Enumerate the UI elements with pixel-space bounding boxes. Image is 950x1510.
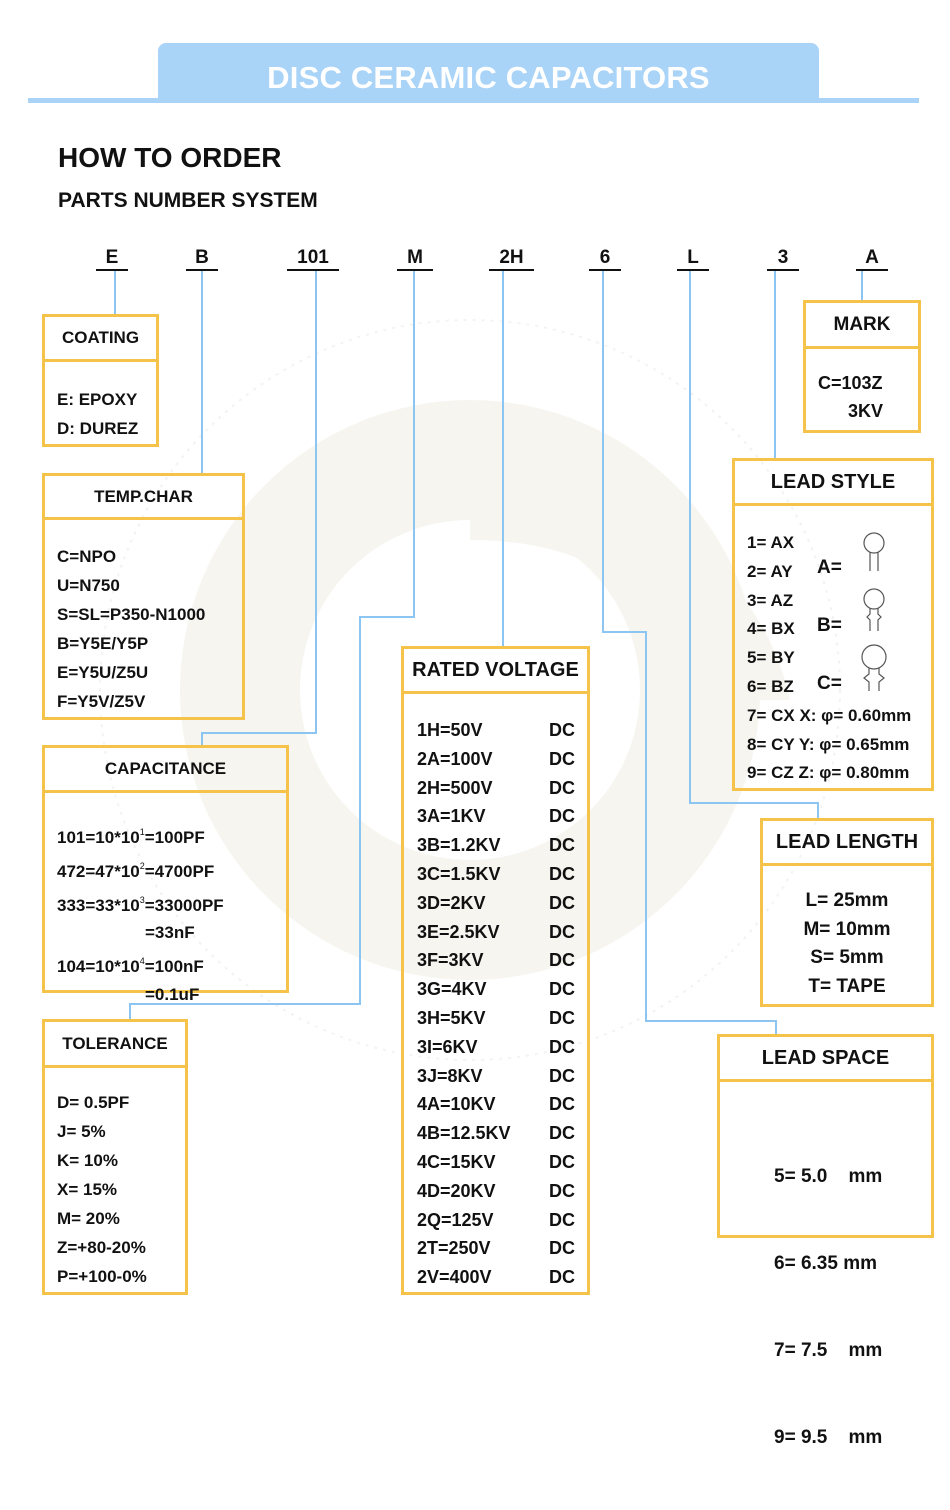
rated-voltage-type: DC: [549, 1065, 575, 1086]
rated-voltage-row: [417, 975, 575, 1004]
rated-voltage-type: DC: [549, 1238, 575, 1259]
lead-style-item: 2= AY: [747, 561, 793, 581]
temp-char-item: C=NPO: [57, 547, 117, 566]
rated-voltage-code: 2V=400V: [417, 1267, 492, 1288]
rated-voltage-code: 3C=1.5KV: [417, 863, 501, 884]
temp-char-item: U=N750: [57, 576, 120, 595]
rated-voltage-code: 2T=250V: [417, 1238, 491, 1259]
rated-voltage-code: 4A=10KV: [417, 1094, 496, 1115]
coating-item: E: EPOXY: [57, 390, 138, 409]
rated-voltage-row: [417, 1206, 575, 1235]
lead-shape-a-icon: [859, 531, 889, 573]
lead-style-item: 8= CY Y: φ= 0.65mm: [747, 734, 910, 754]
rated-voltage-type: DC: [549, 1151, 575, 1172]
rated-voltage-type: DC: [549, 720, 575, 740]
capacitance-title: CAPACITANCE: [45, 748, 286, 793]
lead-style-item: 7= CX X: φ= 0.60mm: [747, 705, 912, 725]
rated-voltage-code: 4C=15KV: [417, 1151, 496, 1172]
rated-voltage-type: DC: [549, 1267, 575, 1288]
capacitance-row: =0.1uF: [145, 985, 200, 1004]
coating-item: D: DUREZ: [57, 419, 139, 438]
rated-voltage-type: DC: [549, 892, 575, 913]
rated-voltage-row: [417, 1004, 575, 1033]
rated-voltage-code: 3G=4KV: [417, 979, 487, 1000]
tolerance-item: D= 0.5PF: [57, 1093, 130, 1112]
rated-voltage-code: 3B=1.2KV: [417, 835, 501, 856]
temp-char-item: F=Y5V/Z5V: [57, 692, 146, 711]
lead-style-item: 9= CZ Z: φ= 0.80mm: [747, 763, 910, 783]
lead-length-item: S= 5mm: [810, 947, 884, 969]
lead-style-item: 4= BX: [747, 619, 795, 639]
code-rated-voltage: 2H: [489, 247, 534, 271]
lead-length-title: LEAD LENGTH: [763, 821, 931, 866]
tolerance-item: X= 15%: [57, 1180, 118, 1199]
code-lead-length: L: [677, 247, 709, 271]
rated-voltage-code: 4B=12.5KV: [417, 1123, 511, 1144]
lead-space-title: LEAD SPACE: [720, 1037, 931, 1082]
rated-voltage-type: DC: [549, 1007, 575, 1028]
rated-voltage-row: [417, 745, 575, 774]
code-lead-style: 3: [767, 247, 799, 271]
rated-voltage-type: DC: [549, 921, 575, 942]
tolerance-item: K= 10%: [57, 1151, 118, 1170]
temp-char-title: TEMP.CHAR: [45, 476, 242, 520]
capacitance-box: [42, 745, 289, 1004]
rated-voltage-row: [417, 774, 575, 803]
rated-voltage-row: [417, 860, 575, 889]
tolerance-item: Z=+80-20%: [57, 1238, 146, 1257]
tolerance-box: [42, 1019, 188, 1295]
rated-voltage-type: DC: [549, 863, 575, 884]
rated-voltage-type: DC: [549, 835, 575, 856]
rated-voltage-type: DC: [549, 1094, 575, 1115]
rated-voltage-code: 2A=100V: [417, 748, 493, 769]
rated-voltage-code: 1H=50V: [417, 720, 483, 740]
lead-space-item: 5= 5.0 mm: [774, 1166, 883, 1187]
rated-voltage-row: [417, 1062, 575, 1091]
mark-box: [803, 300, 921, 433]
section-subheading: PARTS NUMBER SYSTEM: [58, 189, 318, 212]
rated-voltage-code: 3J=8KV: [417, 1065, 483, 1086]
rated-voltage-type: DC: [549, 950, 575, 971]
rated-voltage-list: [417, 716, 575, 1292]
code-lead-space: 6: [589, 247, 621, 271]
rated-voltage-code: 3H=5KV: [417, 1007, 486, 1028]
rated-voltage-type: DC: [549, 1036, 575, 1057]
rated-voltage-row: [417, 1234, 575, 1263]
rated-voltage-row: [417, 1033, 575, 1062]
rated-voltage-row: [417, 716, 575, 745]
lead-space-item: 7= 7.5 mm: [774, 1340, 883, 1361]
lead-shape-b-icon: [859, 587, 889, 633]
rated-voltage-code: 3I=6KV: [417, 1036, 478, 1057]
rated-voltage-type: DC: [549, 1209, 575, 1230]
rated-voltage-code: 3F=3KV: [417, 950, 484, 971]
lead-space-box: [717, 1034, 934, 1448]
rated-voltage-row: [417, 946, 575, 975]
lead-shape-a-label: A=: [817, 557, 842, 578]
lead-shape-b-label: B=: [817, 615, 842, 636]
capacitance-row: $333=33*10^3=33000PF$: [57, 895, 224, 915]
rated-voltage-row: [417, 889, 575, 918]
tolerance-title: TOLERANCE: [45, 1022, 185, 1068]
temp-char-box: [42, 473, 245, 720]
rated-voltage-code: 2Q=125V: [417, 1209, 494, 1230]
rated-voltage-type: DC: [549, 806, 575, 827]
lead-style-item: 5= BY: [747, 648, 795, 668]
capacitance-row: $472=47*10^2=4700PF$: [57, 861, 215, 881]
lead-style-item: 6= BZ: [747, 676, 794, 696]
rated-voltage-code: 3D=2KV: [417, 892, 486, 913]
lead-shape-c-label: C=: [817, 673, 842, 694]
rated-voltage-row: [417, 1119, 575, 1148]
header-rule: [28, 98, 919, 103]
lead-length-box: [760, 818, 934, 1007]
tolerance-item: J= 5%: [57, 1122, 106, 1141]
rated-voltage-type: DC: [549, 1180, 575, 1201]
lead-style-box: [732, 458, 934, 791]
capacitance-row: $104=10*10^4=100nF$: [57, 956, 204, 976]
code-capacitance: 101: [287, 247, 339, 271]
code-coating: E: [96, 247, 128, 271]
rated-voltage-code: 3A=1KV: [417, 806, 486, 827]
capacitance-row: $101=10*10^1=100PF$: [57, 827, 205, 847]
rated-voltage-box: [401, 646, 590, 1295]
rated-voltage-row: [417, 1090, 575, 1119]
lead-length-item: T= TAPE: [808, 976, 886, 998]
tolerance-item: P=+100-0%: [57, 1267, 147, 1286]
section-heading: HOW TO ORDER: [58, 142, 282, 173]
code-mark: A: [856, 247, 888, 271]
rated-voltage-type: DC: [549, 777, 575, 798]
code-tolerance: M: [397, 247, 433, 271]
rated-voltage-code: 4D=20KV: [417, 1180, 496, 1201]
rated-voltage-row: [417, 1263, 575, 1292]
lead-shape-c-icon: [857, 643, 891, 693]
temp-char-item: E=Y5U/Z5U: [57, 663, 149, 682]
rated-voltage-code: 2H=500V: [417, 777, 493, 798]
rated-voltage-row: [417, 802, 575, 831]
rated-voltage-row: [417, 918, 575, 947]
rated-voltage-title: RATED VOLTAGE: [404, 649, 587, 694]
rated-voltage-row: [417, 1148, 575, 1177]
temp-char-item: S=SL=P350-N1000: [57, 605, 206, 624]
page-title: DISC CERAMIC CAPACITORS: [267, 60, 710, 95]
rated-voltage-code: 3E=2.5KV: [417, 921, 500, 942]
lead-style-item: 1= AX: [747, 533, 795, 552]
capacitance-row: =33nF: [145, 923, 195, 942]
rated-voltage-row: [417, 831, 575, 860]
mark-title: MARK: [806, 303, 918, 349]
lead-style-title: LEAD STYLE: [735, 461, 931, 506]
tolerance-item: M= 20%: [57, 1209, 120, 1228]
rated-voltage-type: DC: [549, 1123, 575, 1144]
code-temp-char: B: [186, 247, 218, 271]
rated-voltage-row: [417, 1177, 575, 1206]
lead-length-item: L= 25mm: [805, 890, 889, 911]
mark-line: C=103Z: [818, 373, 883, 393]
mark-line: 3KV: [848, 401, 884, 421]
rated-voltage-type: DC: [549, 979, 575, 1000]
rated-voltage-type: DC: [549, 748, 575, 769]
temp-char-item: B=Y5E/Y5P: [57, 634, 149, 653]
lead-style-item: 3= AZ: [747, 590, 794, 610]
lead-length-item: M= 10mm: [803, 918, 891, 940]
coating-box: [42, 314, 159, 447]
lead-space-item: 6= 6.35 mm: [774, 1253, 877, 1274]
lead-space-item: 9= 9.5 mm: [774, 1427, 883, 1448]
coating-title: COATING: [45, 317, 156, 362]
